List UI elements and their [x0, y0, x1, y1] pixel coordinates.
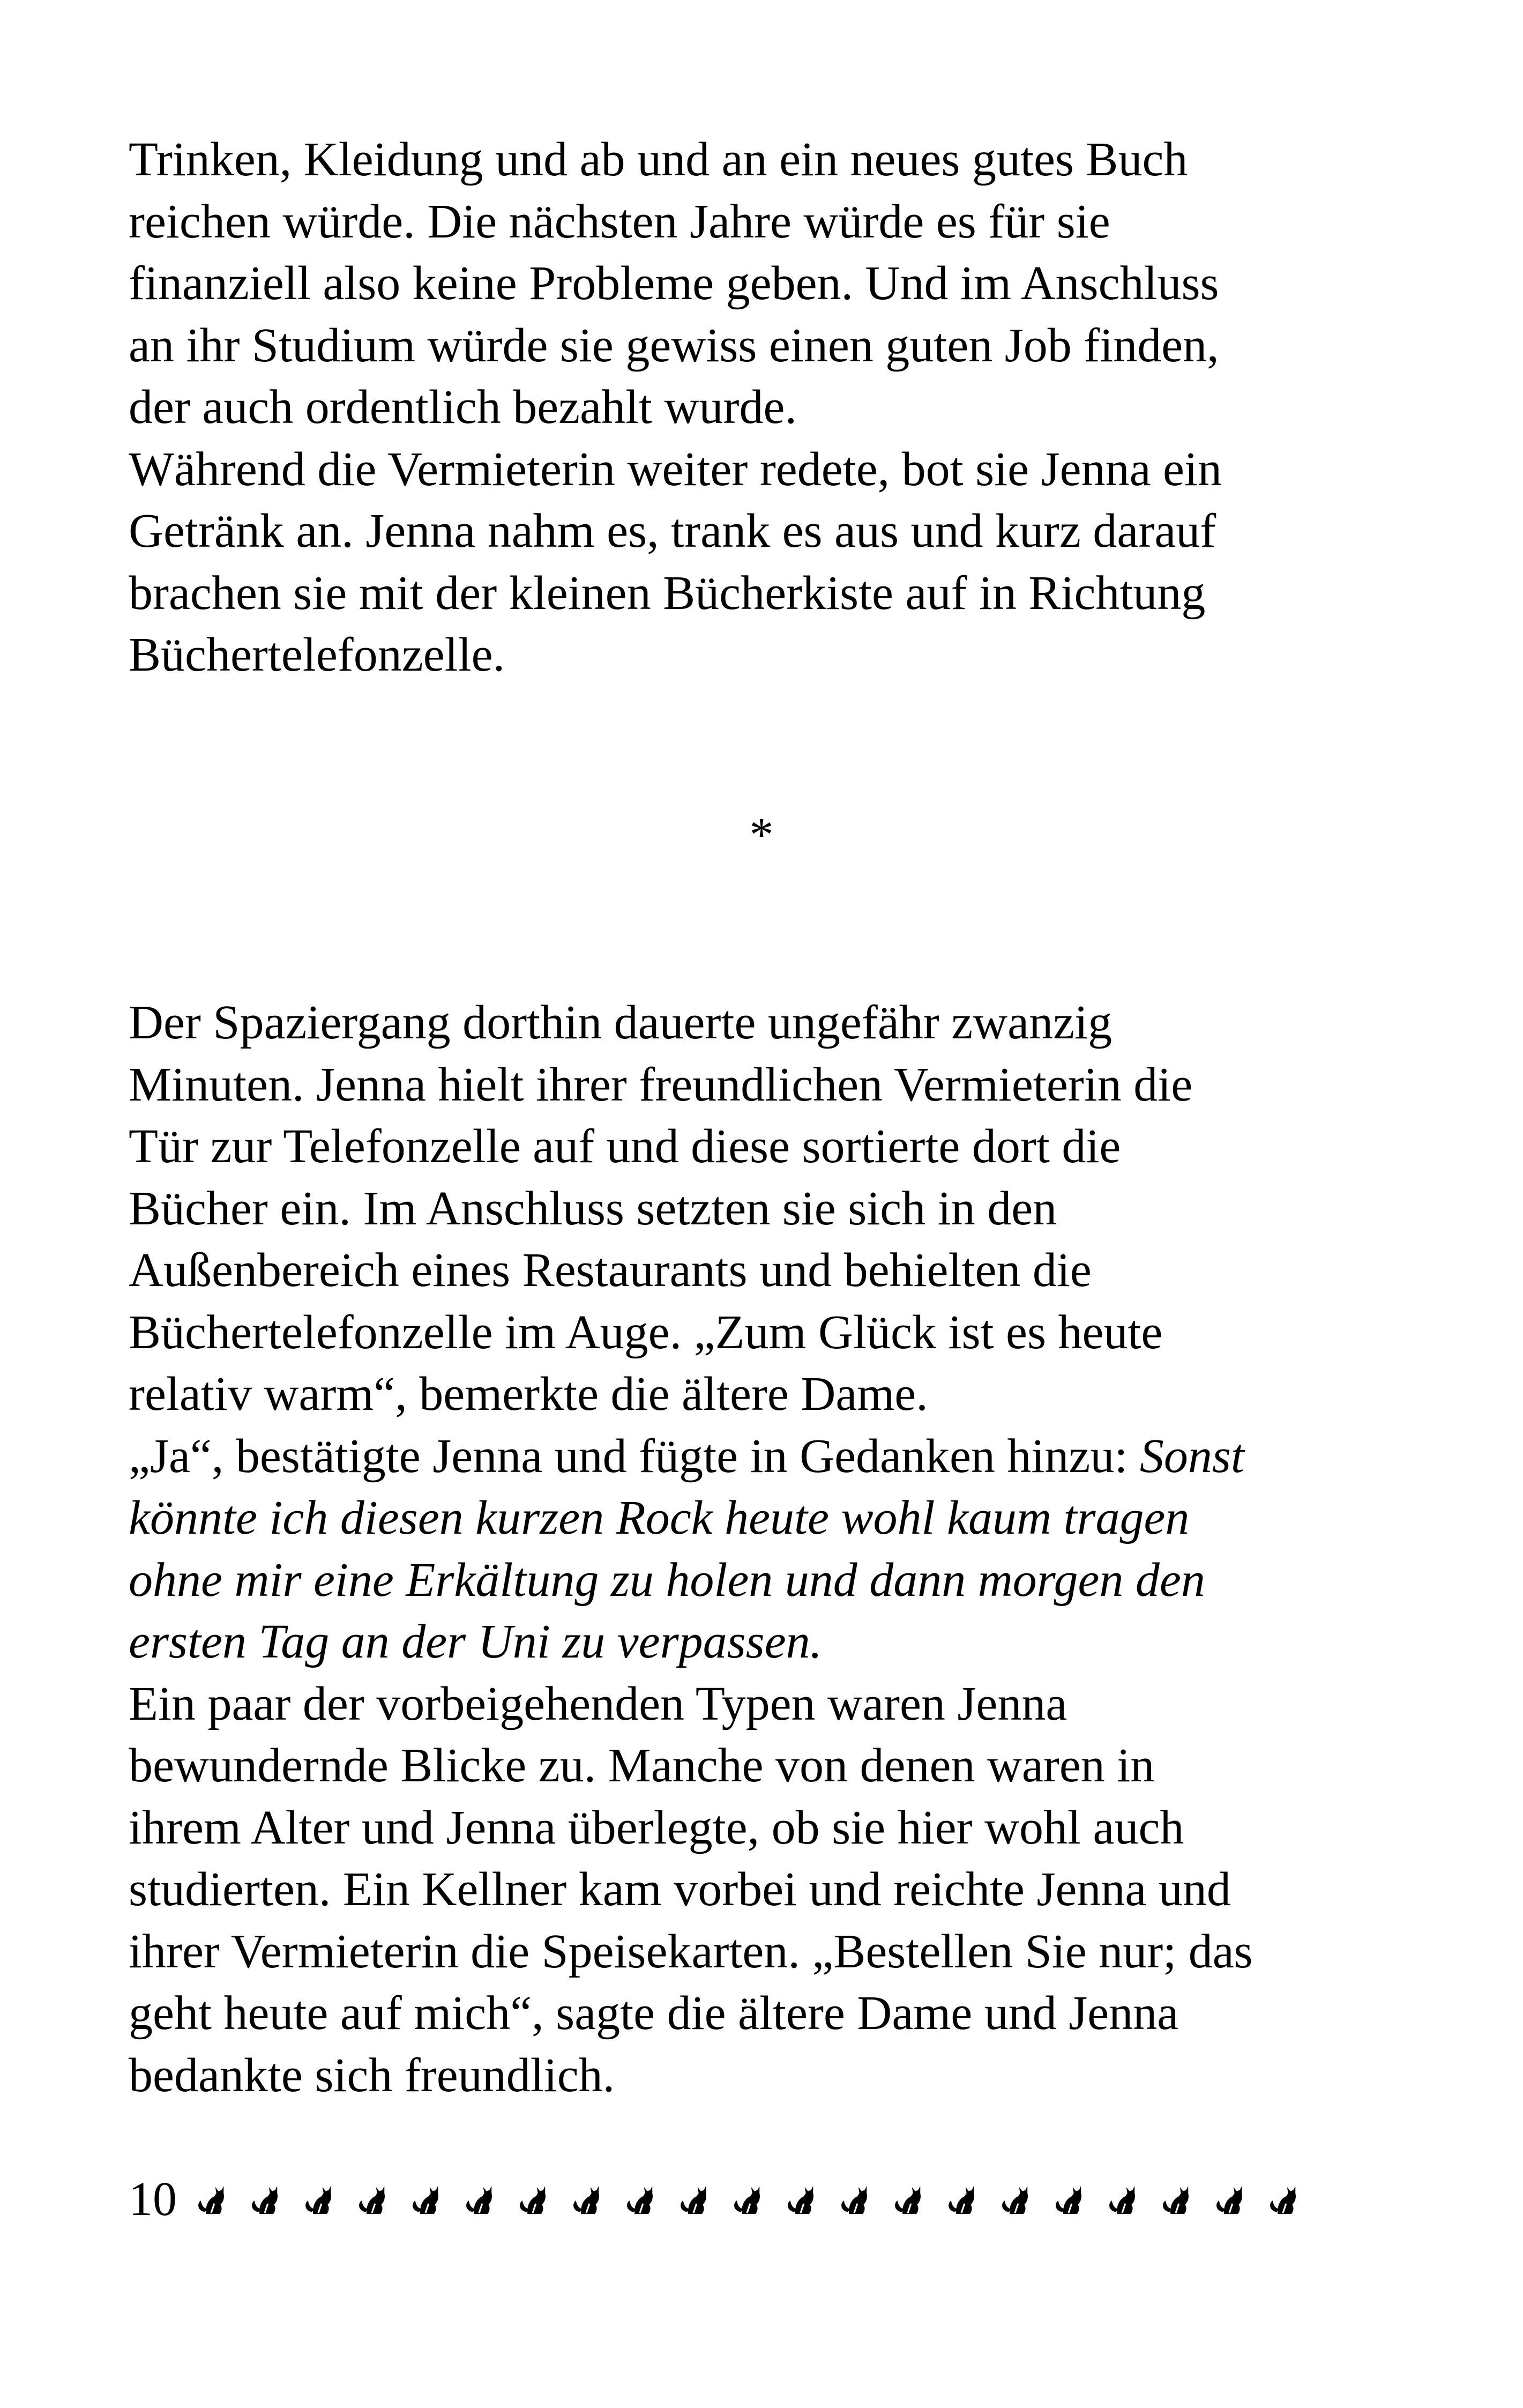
text-line: Bücher ein. Im Anschluss setzten sie sich in den	[129, 1181, 1057, 1235]
cat-icon	[892, 2183, 924, 2216]
section-separator: *	[749, 808, 774, 861]
italic-thought-line	[129, 1487, 1415, 1549]
paragraph-block-top	[129, 129, 1415, 686]
cat-icon	[195, 2183, 227, 2216]
cat-icon	[249, 2183, 281, 2216]
cat-icon	[1213, 2183, 1245, 2216]
cat-icon	[838, 2183, 870, 2216]
text-line: Büchertelefonzelle.	[129, 628, 505, 681]
text-line: Während die Vermieterin weiter redete, bot sie Jenna ein	[129, 442, 1222, 496]
cat-icon	[999, 2183, 1031, 2216]
text-line: reichen würde. Die nächsten Jahre würde es für sie	[129, 195, 1110, 248]
text-line: Trinken, Kleidung und ab und an ein neues gutes Buch	[129, 133, 1188, 186]
cat-icon	[1160, 2183, 1192, 2216]
text-line: bewundernde Blicke zu. Manche von denen waren in	[129, 1739, 1155, 1792]
page-number: 10	[129, 2173, 177, 2226]
text-line: finanziell also keine Probleme geben. Und im Anschluss	[129, 257, 1219, 310]
cat-icon	[409, 2183, 442, 2216]
text-line-mixed	[129, 1425, 1415, 1488]
italic-thought: Sonst	[1139, 1429, 1244, 1483]
text-line: ihrer Vermieterin die Speisekarten. „Bestellen Sie nur; das	[129, 1924, 1253, 1978]
text-line: ihrem Alter und Jenna überlegte, ob sie hier wohl auch	[129, 1801, 1184, 1854]
cat-icon	[785, 2183, 817, 2216]
cat-icon	[731, 2183, 763, 2216]
cat-icon	[302, 2183, 334, 2216]
cat-icon	[463, 2183, 495, 2216]
italic-thought: könnte ich diesen kurzen Rock heute wohl kaum tragen	[129, 1491, 1190, 1544]
text-line: Ein paar der vorbeigehenden Typen waren Jenna	[129, 1677, 1067, 1730]
cat-icon	[517, 2183, 549, 2216]
paragraph-block-bottom	[129, 992, 1415, 2106]
text-line: brachen sie mit der kleinen Bücherkiste auf in Richtung	[129, 566, 1206, 620]
cat-icon	[945, 2183, 977, 2216]
italic-thought: ersten Tag an der Uni zu verpassen.	[129, 1615, 823, 1668]
text-line: Minuten. Jenna hielt ihrer freundlichen Vermieterin die	[129, 1058, 1193, 1111]
cat-icon	[356, 2183, 388, 2216]
text-line-roman: „Ja“, bestätigte Jenna und fügte in Gedanken hinzu:	[129, 1429, 1140, 1483]
text-line: Tür zur Telefonzelle auf und diese sortierte dort die	[129, 1120, 1121, 1173]
text-line: Der Spaziergang dorthin dauerte ungefähr zwanzig	[129, 996, 1113, 1049]
italic-thought: ohne mir eine Erkältung zu holen und dann morgen den	[129, 1553, 1205, 1607]
text-line: geht heute auf mich“, sagte die ältere Dame und Jenna	[129, 1987, 1179, 2040]
text-line: Außenbereich eines Restaurants und behielten die	[129, 1244, 1092, 1297]
cat-icon	[570, 2183, 602, 2216]
cat-icon	[1052, 2183, 1085, 2216]
cat-ornament-row	[195, 2183, 1320, 2216]
text-line: studierten. Ein Kellner kam vorbei und reichte Jenna und	[129, 1863, 1231, 1916]
text-line: der auch ordentlich bezahlt wurde.	[129, 381, 797, 434]
cat-icon	[1267, 2183, 1299, 2216]
cat-icon	[1106, 2183, 1138, 2216]
text-line: an ihr Studium würde sie gewiss einen guten Job finden,	[129, 318, 1219, 372]
cat-icon	[677, 2183, 710, 2216]
page-footer	[129, 2168, 1320, 2230]
text-line: bedankte sich freundlich.	[129, 2048, 615, 2102]
text-line: relativ warm“, bemerkte die ältere Dame.	[129, 1367, 928, 1421]
italic-thought-line	[129, 1549, 1415, 1611]
text-line: Büchertelefonzelle im Auge. „Zum Glück ist es heute	[129, 1305, 1163, 1359]
italic-thought-line	[129, 1611, 1415, 1673]
cat-icon	[624, 2183, 656, 2216]
text-line: Getränk an. Jenna nahm es, trank es aus und kurz darauf	[129, 504, 1216, 558]
